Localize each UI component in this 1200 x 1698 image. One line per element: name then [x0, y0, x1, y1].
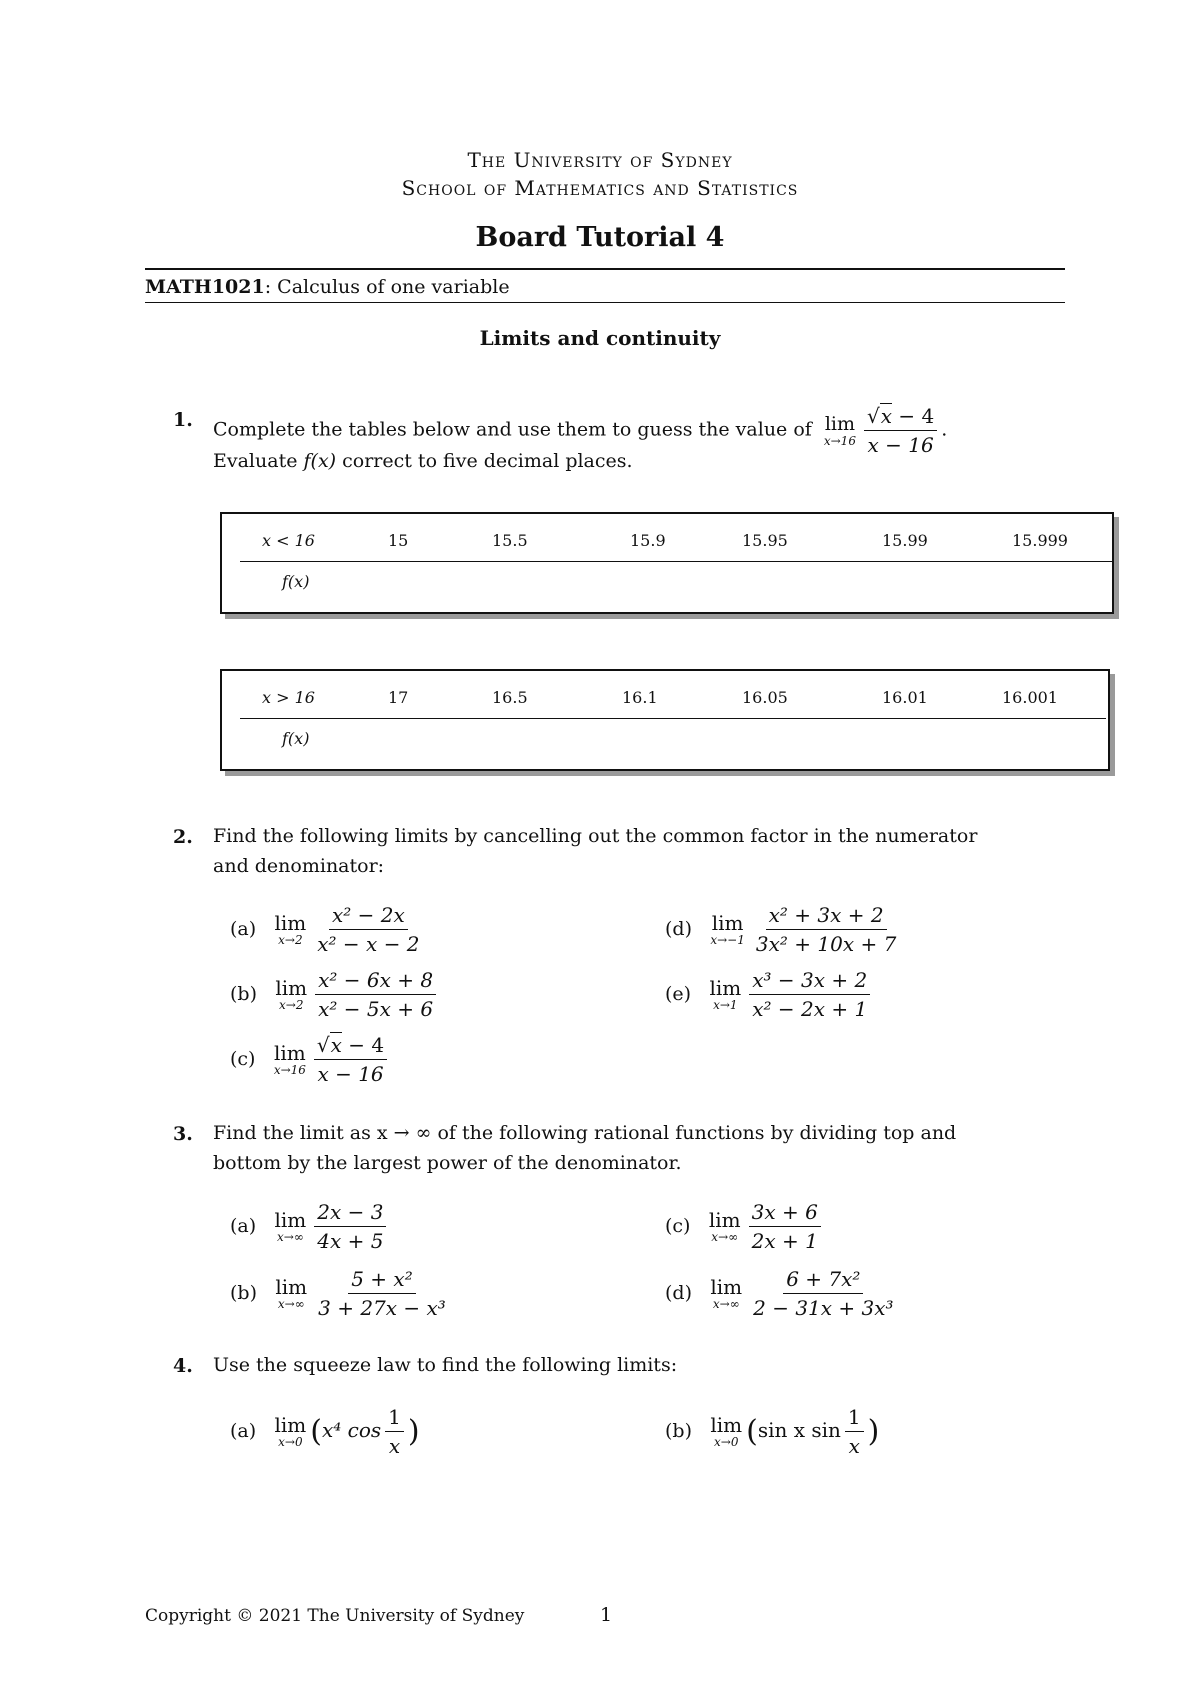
fraction-denominator: 3 + 27x − x³ [318, 1296, 446, 1320]
q4-part-a [230, 1405, 420, 1458]
course-name: : Calculus of one variable [264, 276, 510, 298]
paren-right: ) [867, 1414, 880, 1449]
bottom-rule [145, 302, 1065, 303]
part-label: (d) [665, 1282, 692, 1304]
q2-line2: and denominator: [213, 855, 385, 877]
table1-cell: 15.999 [1012, 531, 1068, 550]
lim-word: lim [274, 1207, 307, 1232]
sqrt-sign: √ [316, 1033, 330, 1057]
lim-sub: x→16 [823, 433, 856, 448]
fraction-numerator: x³ − 3x + 2 [749, 968, 870, 995]
expression-prefix: sin x sin [757, 1418, 841, 1442]
table2-cell: 16.1 [622, 688, 658, 707]
table1-head: x < 16 [262, 531, 315, 550]
lim-sub: x→0 [278, 1434, 303, 1449]
fraction-denominator: 3x² + 10x + 7 [755, 932, 897, 956]
q3-number: 3. [173, 1123, 193, 1145]
sqrt-sign: √ [866, 404, 880, 428]
fraction-numerator: x² − 6x + 8 [315, 968, 436, 995]
q1-line1: Complete the tables below and use them to guess the value of [213, 418, 812, 441]
q2-part-d [665, 903, 903, 956]
lim-word: lim [710, 1274, 743, 1299]
fraction-numerator-tail: − 4 [341, 1033, 385, 1057]
table1-cell: 15.99 [882, 531, 928, 550]
q1-line2 [213, 446, 633, 476]
q2-part-b [230, 968, 440, 1021]
fraction-denominator: x [848, 1434, 860, 1458]
q3-part-c [665, 1200, 825, 1253]
lim-word: lim [710, 1412, 743, 1437]
q3-line2: bottom by the largest power of the denominator. [213, 1152, 682, 1174]
q2-line1: Find the following limits by cancelling out the common factor in the numerator [213, 825, 978, 847]
fraction-numerator: x [330, 1033, 342, 1057]
table2-cell: 16.05 [742, 688, 788, 707]
q2-part-c [230, 1033, 391, 1086]
paren-left: ( [310, 1414, 322, 1449]
fraction-denominator: x² − x − 2 [317, 932, 420, 956]
q4-text: Use the squeeze law to find the following limits: [213, 1354, 678, 1376]
course-code: MATH1021 [145, 276, 265, 298]
table2-fx: f(x) [282, 729, 310, 748]
paren-left: ( [746, 1414, 758, 1449]
q4-part-b [665, 1405, 879, 1458]
q1-evaluate: Evaluate [213, 450, 298, 472]
lim-sub: x→∞ [711, 1229, 739, 1244]
q2-number: 2. [173, 826, 193, 848]
lim-word: lim [274, 910, 307, 935]
lim-sub: x→2 [279, 997, 304, 1012]
part-label: (a) [230, 918, 257, 940]
table2-head: x > 16 [262, 688, 315, 707]
fraction-numerator: 1 [385, 1405, 404, 1432]
page-number: 1 [600, 1604, 613, 1626]
footer-copyright: Copyright © 2021 The University of Sydney [145, 1606, 525, 1626]
q1-decimal: correct to five decimal places. [342, 450, 633, 472]
page-title: Board Tutorial 4 [475, 222, 725, 253]
part-label: (c) [665, 1215, 691, 1237]
lim-word: lim [274, 1412, 307, 1437]
q1-den: x − 16 [867, 433, 934, 457]
part-label: (d) [665, 918, 692, 940]
course-line [145, 276, 510, 298]
part-label: (a) [230, 1215, 257, 1237]
q2-part-e [665, 968, 874, 1021]
lim-word: lim [824, 412, 855, 435]
q1-num-tail: − 4 [891, 404, 935, 428]
part-label: (e) [665, 983, 692, 1005]
q4-number: 4. [173, 1355, 193, 1377]
lim-word: lim [273, 1040, 306, 1065]
fraction-numerator: 1 [845, 1405, 864, 1432]
lim-word: lim [709, 975, 742, 1000]
lim-word: lim [711, 910, 744, 935]
fraction-numerator: 3x + 6 [749, 1200, 821, 1227]
fraction-numerator: 5 + x² [348, 1267, 416, 1294]
part-label: (b) [230, 1282, 257, 1304]
lim-sub: x→∞ [712, 1296, 740, 1311]
table-x-greater-16 [220, 669, 1110, 771]
table-x-less-16 [220, 512, 1114, 614]
q1-num: x [880, 404, 892, 428]
q2-part-a [230, 903, 427, 956]
lim-word: lim [275, 1274, 308, 1299]
part-label: (b) [230, 983, 257, 1005]
q3-part-d [665, 1267, 901, 1320]
fraction-numerator: 6 + 7x² [783, 1267, 863, 1294]
lim-sub: x→−1 [710, 932, 745, 947]
fraction-denominator: x [388, 1434, 401, 1458]
part-label: (b) [665, 1420, 692, 1442]
fraction-denominator: 4x + 5 [317, 1229, 384, 1253]
q1-lim [824, 414, 856, 448]
top-rule [145, 268, 1065, 270]
table1-cell: 15 [388, 531, 409, 550]
q3-line1: Find the limit as x → ∞ of the following rational functions by dividing top and [213, 1122, 957, 1144]
part-label: (c) [230, 1048, 256, 1070]
q3-part-b [230, 1267, 453, 1320]
lim-sub: x→16 [273, 1062, 306, 1077]
q1-text: Complete the tables below and use them to guess the value of lim x→16 $\frac{√x - 4}{x - 16}$ . [213, 404, 948, 457]
expression-prefix: x⁴ cos [322, 1418, 382, 1442]
table2-cell: 16.5 [492, 688, 528, 707]
part-label: (a) [230, 1420, 257, 1442]
lim-sub: x→0 [714, 1434, 739, 1449]
fraction-denominator: 2x + 1 [751, 1229, 818, 1253]
section-heading: Limits and continuity [479, 326, 721, 350]
table1-cell: 15.5 [492, 531, 528, 550]
table1-cell: 15.95 [742, 531, 788, 550]
q3-part-a [230, 1200, 390, 1253]
table1-fx: f(x) [282, 572, 310, 591]
fraction-numerator: x² − 2x [329, 903, 408, 930]
q1-fx: f(x) [303, 450, 337, 472]
school-name: School of Mathematics and Statistics [401, 176, 799, 200]
table1-cell: 15.9 [630, 531, 666, 550]
fraction-numerator: x² + 3x + 2 [766, 903, 887, 930]
fraction-denominator: x² − 5x + 6 [318, 997, 434, 1021]
lim-sub: x→∞ [277, 1296, 305, 1311]
table2-cell: 17 [388, 688, 409, 707]
university-name: The University of Sydney [467, 148, 733, 172]
q1-number: 1. [173, 409, 193, 431]
lim-sub: x→1 [713, 997, 738, 1012]
table1-divider [240, 561, 1112, 562]
paren-right: ) [407, 1414, 420, 1449]
table2-cell: 16.01 [882, 688, 928, 707]
q1-fraction [864, 404, 937, 457]
lim-sub: x→∞ [276, 1229, 304, 1244]
lim-sub: x→2 [278, 932, 303, 947]
fraction-denominator: x − 16 [317, 1062, 384, 1086]
table2-divider [240, 718, 1106, 719]
table2-cell: 16.001 [1002, 688, 1058, 707]
fraction-denominator: x² − 2x + 1 [752, 997, 868, 1021]
fraction-denominator: 2 − 31x + 3x³ [753, 1296, 894, 1320]
lim-word: lim [275, 975, 308, 1000]
fraction-numerator: 2x − 3 [314, 1200, 386, 1227]
lim-word: lim [708, 1207, 741, 1232]
